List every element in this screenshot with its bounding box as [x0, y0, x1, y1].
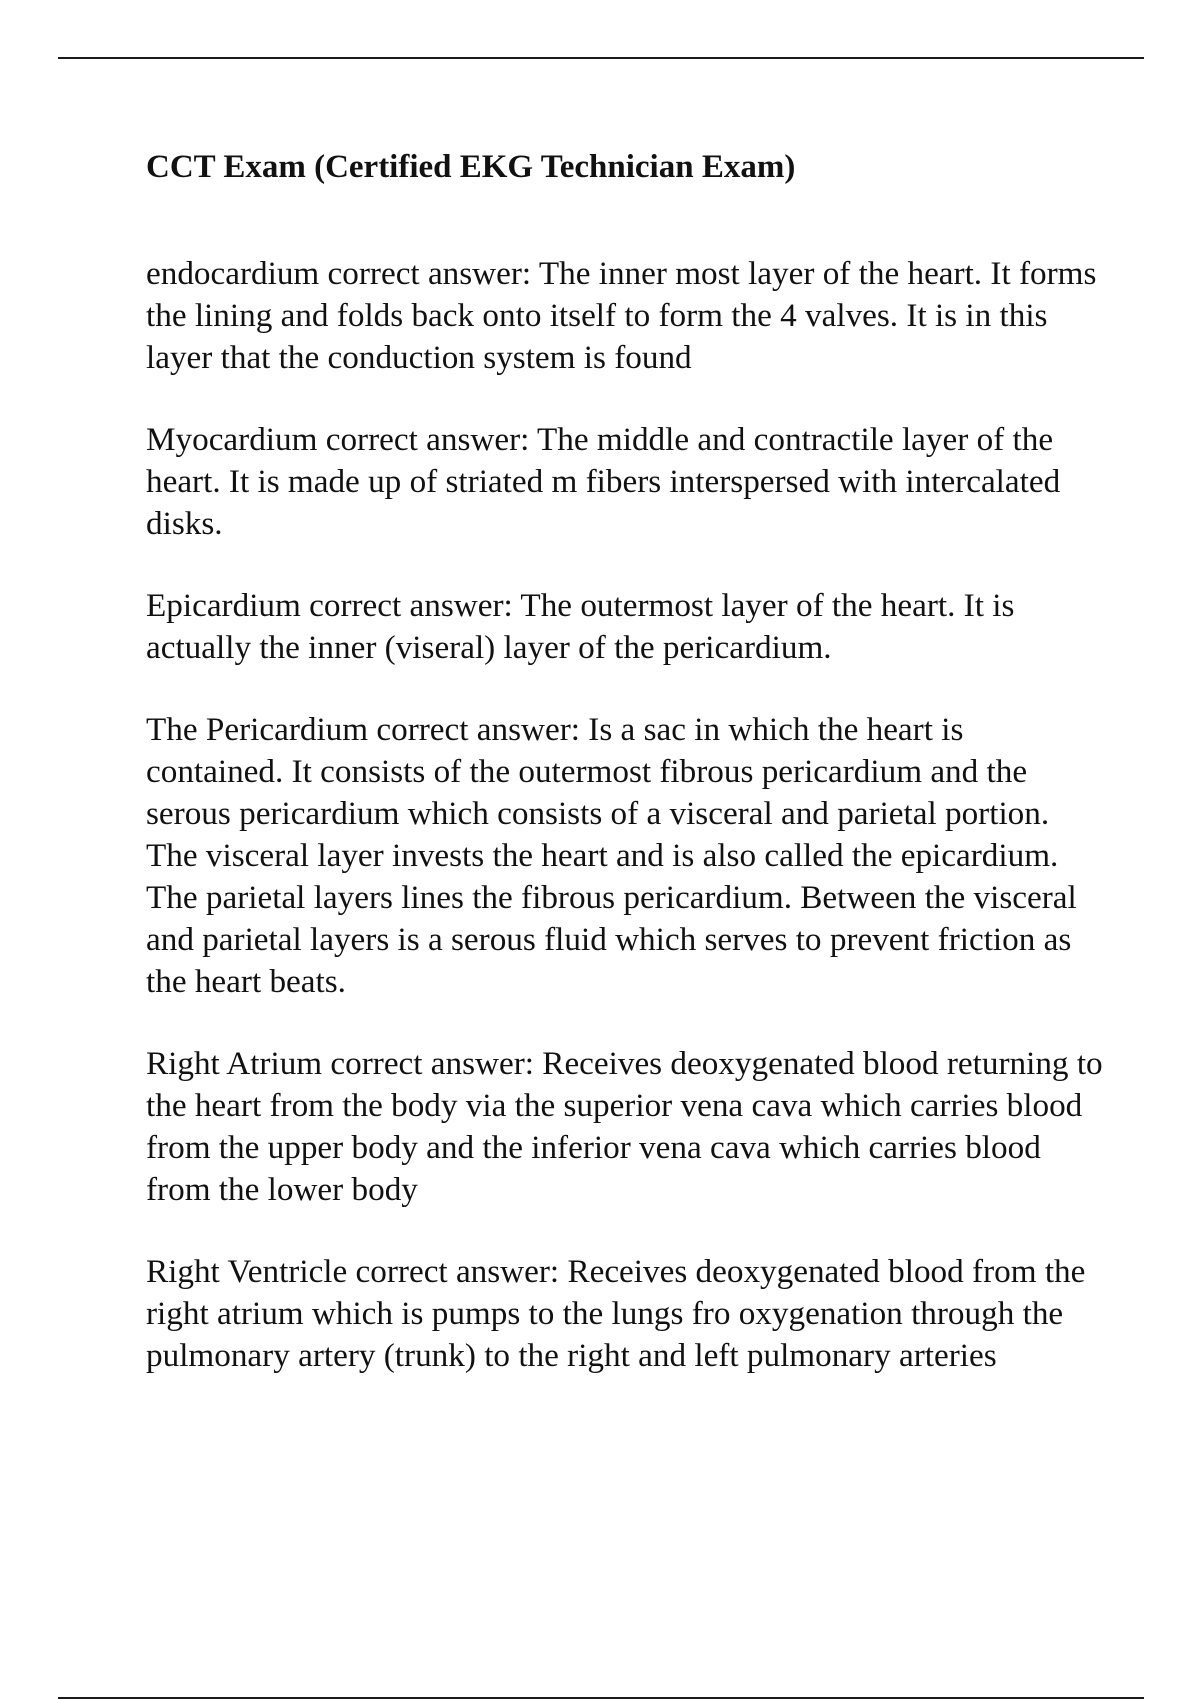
qa-item-right-ventricle: Right Ventricle correct answer: Receives deoxygenated blood from the right atrium which is pumps to the lungs fro oxygenation through the pulmonary artery (trunk) to the right and left pulmonary arteries	[146, 1253, 1086, 1374]
header-rule	[58, 57, 1144, 59]
qa-item-right-atrium: Right Atrium correct answer: Receives deoxygenated blood returning to the heart from the body via the superior vena cava which carries blood from the upper body and the inferior vena cava which carries blood from the lower body	[146, 1045, 1103, 1208]
qa-item-endocardium: endocardium correct answer: The inner most layer of the heart. It forms the lining and folds back onto itself to form the 4 valves. It is in this layer that the conduction system is found	[146, 255, 1097, 376]
qa-list	[146, 253, 1106, 1377]
qa-item-pericardium: The Pericardium correct answer: Is a sac in which the heart is contained. It consists of the outermost fibrous pericardium and the serous pericardium which consists of a visceral and parietal portion. The visceral layer invests the heart and is also called the epicardium. The parietal layers lines the fibrous pericardium. Between the visceral and parietal layers is a serous fluid which serves to prevent friction as the heart beats.	[146, 711, 1077, 1000]
footer-rule	[58, 1697, 1144, 1699]
qa-item-epicardium: Epicardium correct answer: The outermost layer of the heart. It is actually the inner (viseral) layer of the pericardium.	[146, 587, 1015, 666]
qa-item-myocardium: Myocardium correct answer: The middle and contractile layer of the heart. It is made up of striated m fibers interspersed with intercalated disks.	[146, 421, 1061, 542]
document-body	[146, 146, 1106, 1377]
document-title: CCT Exam (Certified EKG Technician Exam)	[146, 149, 796, 185]
